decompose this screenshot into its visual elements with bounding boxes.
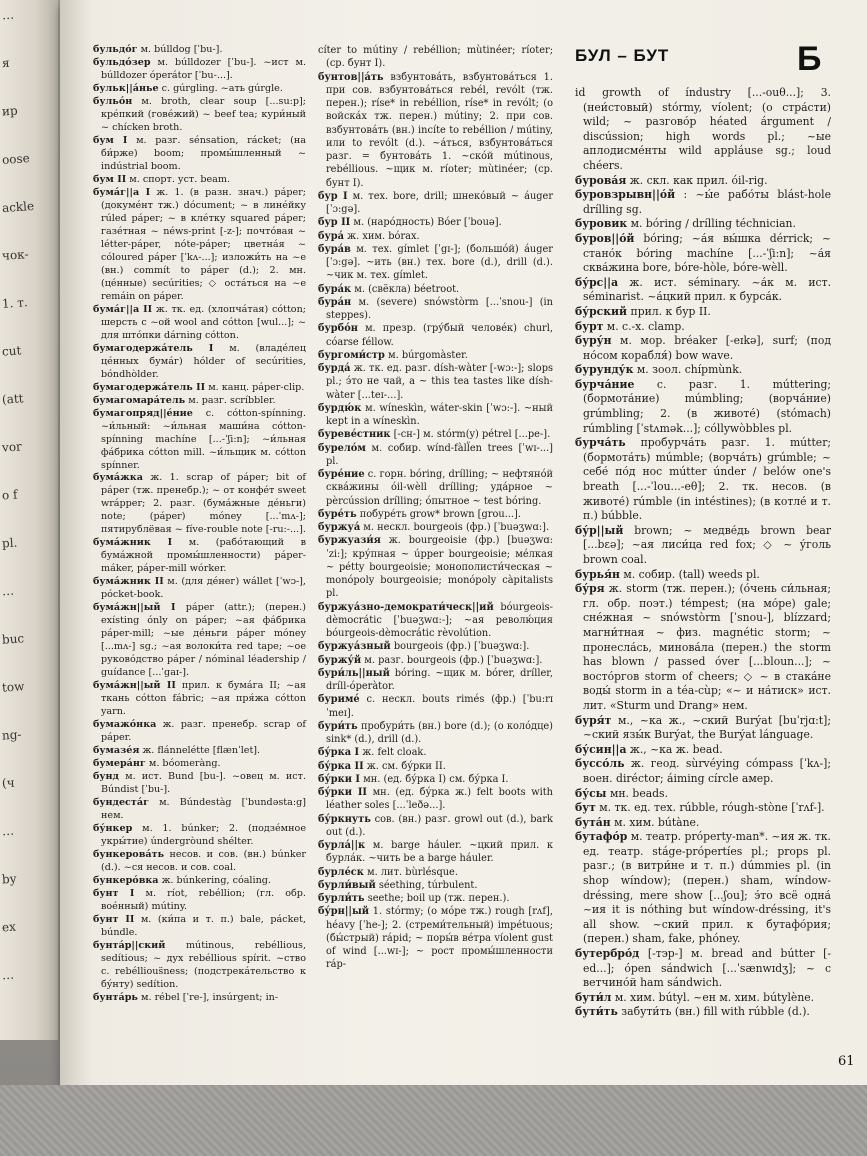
- entry-headword: бункерова́ть: [93, 849, 165, 861]
- entry-headword: бути́л: [575, 990, 612, 1004]
- dictionary-entry: [318, 190, 553, 217]
- dictionary-entry: [93, 888, 306, 914]
- entry-headword: бумера́нг: [93, 758, 146, 770]
- dictionary-entry: [93, 680, 306, 719]
- entry-definition: м. тк. ед. тех. rúbble, róugh-stòne [ˈrʌf-].: [599, 801, 825, 815]
- dictionary-entry: [93, 602, 306, 680]
- entry-headword: бу́рка I: [318, 747, 360, 759]
- entry-headword: буря́т: [575, 713, 612, 727]
- dictionary-entry: [318, 640, 553, 653]
- left-page-fragment: o f: [1, 487, 18, 503]
- left-page-fragment: 1. т.: [1, 295, 29, 311]
- entry-headword: бут: [575, 801, 596, 815]
- entry-definition: м. собир. (tall) weeds pl.: [623, 567, 760, 581]
- entry-definition: bourgeois (фр.) [ˈbuəʒwɑ:].: [393, 641, 530, 653]
- dictionary-entry: [318, 521, 553, 534]
- entry-definition: м. búlldozer [ˈbu-]. ~ист м. búlldozer óperátor [ˈbu-...].: [101, 56, 306, 81]
- dictionary-entry: [318, 667, 553, 694]
- left-page-fragment: ex: [1, 919, 17, 935]
- entry-definition: м. хим. bútàne.: [614, 815, 700, 829]
- dictionary-entry: [318, 601, 553, 641]
- entry-definition: м. ríot, rebéllion; (гл. обр. вое́нный) mútiny.: [101, 887, 306, 912]
- entry-headword: бульо́н: [93, 95, 133, 107]
- dictionary-entry: [93, 408, 306, 473]
- entry-headword: бу́рки I: [318, 773, 360, 785]
- entry-headword: бути́ть: [575, 1005, 618, 1019]
- entry-definition: ж. 1. scrap of páper; bit of páper (тж. пренебр.); ~ от конфе́т sweet wrápper; 2. разг. (бума́жные де́ньги) note; (páper) móney [...ˈmʌ-]; пятирублёвая ~ fíve-rouble note [-ru:-...].: [101, 472, 306, 536]
- entry-headword: бума́г||а I: [93, 186, 151, 198]
- running-header: БУЛ – БУТ: [575, 46, 670, 65]
- entry-definition: seethe; boil up (тж. перен.).: [367, 893, 510, 904]
- dictionary-entry: [93, 940, 306, 992]
- entry-definition: ж. тк. ед. (хлопча́тая) cótton; шерсть с ~ой wool and cótton [wul...]; ~ для што́пки dárning cótton.: [101, 303, 306, 341]
- entry-definition: ж. геод. sùrvéying cómpass [ˈkʌ-]; воен. diréctor; áiming círcle амер.: [583, 757, 831, 785]
- entry-headword: бу́ркнуть: [318, 813, 371, 825]
- left-page-fragment: tow: [1, 679, 25, 695]
- dictionary-entry: [318, 283, 553, 296]
- entry-definition: м. (severe) snówstòrm [...ˈsnou-] (in steppes).: [326, 296, 553, 321]
- entry-headword: бурча́ть: [575, 436, 626, 450]
- left-page-fragment: …: [1, 7, 15, 23]
- column-2: [318, 44, 553, 972]
- tablecloth-background: [0, 1085, 867, 1156]
- dictionary-entry: [575, 816, 831, 831]
- entry-definition: м. мор. bréaker [-eɪkə], surf; (под но́сом корабля́) bow wave.: [583, 334, 831, 362]
- entry-headword: бурла́||к: [318, 840, 366, 851]
- entry-definition: ж. тк. ед. разг. dísh-wàter [-wɔ:-]; slops pl.; э́то не чай, а ~ this tea tastes like dísh-wàter [...teɪ-...].: [326, 363, 553, 401]
- entry-headword: бурт: [575, 319, 604, 333]
- dictionary-entry: [575, 830, 831, 947]
- entry-definition: м. с.-х. clamp.: [606, 319, 685, 333]
- entry-headword: буре́ть: [318, 508, 357, 520]
- dictionary-entry: [575, 524, 831, 568]
- entry-definition: м. bóomeràng.: [148, 758, 221, 770]
- entry-definition: сов. (вн.) разг. growl out (d.), bark out (d.).: [326, 813, 553, 838]
- entry-headword: бурбо́н: [318, 323, 358, 335]
- dictionary-entry: [93, 758, 306, 771]
- dictionary-entry: [318, 905, 553, 971]
- entry-headword: буржуа́зный: [318, 641, 391, 653]
- entry-headword: бура́н: [318, 296, 352, 308]
- left-page-fragment: …: [1, 823, 15, 839]
- entry-definition: [-сн-] м. stórm(y) pétrel [...pe-].: [393, 429, 551, 441]
- dictionary-entry: [318, 786, 553, 813]
- entry-definition: м. театр. próperty-man*. ~ия ж. тк. ед. театр. stáge-própertíes pl.; props pl. разг.; (в витри́не и т. п.) dúmmies pl. (in shop wíndow); (перен.) sham, wíndow-dréssing, mere show [...ʃou]; э́то всё одна́ ~ия it is nóthing but wíndow-dréssing, it's all show. ~ский прил. к бутафо́рия; (перен.) sham, fake, phóney.: [583, 830, 831, 946]
- entry-headword: бурли́вый: [318, 879, 376, 891]
- dictionary-entry: [93, 797, 306, 823]
- entry-definition: мн. (ед. бу́рка I) см. бу́рка I.: [363, 773, 509, 785]
- dictionary-entry: [575, 991, 831, 1006]
- dictionary-entry: [318, 216, 553, 229]
- left-page-fragment: pl.: [1, 535, 18, 551]
- entry-definition: brown; ~ медве́дь brown bear [...bɛə]; ~ая лиси́ца red fox; ◇ ~ у́голь brown coal.: [583, 523, 832, 566]
- dictionary-entry: [318, 693, 553, 720]
- entry-definition: м., ~ка ж., ~ский Burýat [buˈrjɑ:t]; ~ский язы́к Burýat, the Burýat lánguage.: [583, 713, 831, 742]
- dictionary-entry: [575, 305, 831, 320]
- entry-headword: буржуа́: [318, 522, 361, 533]
- entry-definition: м. búlldog [ˈbu-].: [140, 44, 223, 55]
- entry-definition: с. горн. bóring, drílling; ~ нефтяно́й сква́жины óil-wèll drílling; уда́рное ~ pèrcússion drílling; о́пытное ~ test bóring.: [326, 469, 553, 507]
- dictionary-entry: [575, 787, 831, 802]
- entry-definition: ж. felt cloak.: [362, 747, 427, 759]
- dictionary-entry: [93, 875, 306, 888]
- entry-definition: м. rébel [ˈre-], insúrgent; in-: [141, 991, 279, 1003]
- entry-definition: ж. разг. пренебр. scrap of páper.: [101, 719, 306, 744]
- entry-headword: буровзрывн||о́й: [575, 188, 676, 202]
- entry-headword: бульк||а́нье: [93, 82, 159, 94]
- entry-definition: ж. bourgeoisie (фр.) [buəʒwɑ:ˈzi:]; кру́пная ~ úpper bourgeoisie; ме́лкая ~ pétty bourgeoisie; монополисти́ческая ~ monópoly bourgeoisie; monópoly càpitalists pl.: [326, 535, 554, 600]
- dictionary-entry: [575, 363, 831, 378]
- entry-headword: бутербро́д: [575, 947, 640, 961]
- entry-headword: бундеста́г: [93, 797, 149, 809]
- entry-definition: прил. к бур II.: [630, 304, 711, 318]
- left-page-fragment: ир: [1, 103, 19, 119]
- entry-headword: бурело́м: [318, 442, 366, 454]
- entry-headword: буржуа́зно-демократи́ческ||ий: [318, 601, 494, 613]
- dictionary-entry: [93, 395, 306, 408]
- dictionary-entry: [575, 232, 831, 276]
- dictionary-entry: [575, 714, 831, 743]
- entry-headword: бумагодержа́тель II: [93, 381, 206, 393]
- entry-headword: бур II: [318, 217, 351, 229]
- entry-headword: буриме́: [318, 694, 360, 706]
- entry-definition: м. Búndestàg [ˈbundəsta:g] нем.: [101, 797, 306, 822]
- entry-definition: bóring. ~щик м. bórer, dríller, dríll-óperàtor.: [326, 667, 553, 692]
- entry-definition: м. wíneskìn, wáter-skin [ˈwɔ:-]. ~ный kept in a wíneskìn.: [326, 402, 553, 427]
- entry-definition: с. нескл. bouts rimés (фр.) [ˈbu:rɪˈmeɪ].: [326, 694, 553, 719]
- entry-definition: м. нескл. bourgeois (фр.) [ˈbuəʒwɑ:].: [363, 522, 550, 533]
- entry-headword: бутафо́р: [575, 830, 628, 844]
- dictionary-entry: [575, 86, 831, 174]
- entry-definition: м. разг. sénsation, rácket; (на би́рже) boom; промы́шленный ~ indústrial boom.: [101, 134, 306, 172]
- dictionary-entry: [318, 839, 553, 866]
- dictionary-entry: [318, 442, 553, 469]
- entry-definition: м. barge háuler. ~цкий прил. к бурла́к. ~чить be a barge háuler.: [326, 840, 554, 865]
- dictionary-entry: [93, 44, 306, 57]
- section-letter: Б: [797, 40, 822, 78]
- dictionary-entry: [575, 757, 831, 786]
- entry-definition: м. (владе́лец це́нных бума́г) hólder of secúrities, bóndhòlder.: [101, 342, 306, 380]
- left-page-fragment: buс: [1, 631, 25, 647]
- dictionary-entry: [93, 849, 306, 875]
- dictionary-entry: [318, 654, 553, 667]
- entry-headword: буржу́й: [318, 654, 362, 666]
- entry-definition: [-тэр-] м. bread and bútter [-ed...]; ópen sándwich [...ˈsænwɪdʒ]; ~ с ветчино́й ham sándwich.: [583, 947, 831, 990]
- entry-headword: бунт II: [93, 913, 135, 925]
- entry-definition: м. тех. gímlet [ˈgɪ-]; (большо́й) áuger [ˈɔ:gə]. ~ить (вн.) тех. bore (d.), drill (d.). ~чик м. тех. gímlet.: [326, 243, 553, 282]
- entry-definition: : ~ы́е рабо́ты blást-hole drílling sg.: [583, 188, 831, 216]
- entry-headword: бурья́н: [575, 567, 620, 581]
- entry-headword: бурова́я: [575, 173, 627, 187]
- entry-definition: páper (attr.); (перен.) exísting ónly on páper; ~ая фа́брика páper-mill; ~ые де́ньги páper móney [...mʌ-] sg.; ~ая волоки́та red tape; ~ое руково́дство páper / nóminal léadership / guídance [...ˈgaɪ-].: [101, 602, 306, 679]
- entry-headword: бу́рский: [575, 304, 628, 318]
- dictionary-entry: [575, 174, 831, 189]
- left-page-fragment: ng-: [1, 727, 22, 743]
- dictionary-entry: [318, 322, 553, 349]
- dictionary-entry: [93, 576, 306, 602]
- entry-headword: бу́рн||ый: [318, 906, 370, 918]
- dictionary-entry: [318, 362, 553, 402]
- entry-headword: бури́ть: [318, 720, 358, 732]
- dictionary-entry: [575, 1005, 831, 1020]
- entry-headword: буру́н: [575, 334, 612, 348]
- entry-headword: бумажо́нка: [93, 719, 157, 731]
- dictionary-entry: [318, 428, 553, 441]
- left-page-fragment: (ч: [1, 775, 16, 791]
- entry-definition: м. (для де́нег) wállet [ˈwɔ-], pócket-book.: [101, 576, 306, 601]
- entry-definition: ж. хим. bórax.: [347, 230, 420, 242]
- entry-headword: бумагомара́тель: [93, 394, 186, 406]
- dictionary-entry: [93, 83, 306, 96]
- entry-definition: несов. и сов. (вн.) búnker (d.). ~ся несов. и сов. coal.: [101, 849, 306, 874]
- entry-definition: м. хим. bútyl. ~ен м. хим. bútylène.: [614, 990, 815, 1004]
- dictionary-entry: [318, 773, 553, 786]
- dictionary-entry: [575, 276, 831, 305]
- entry-headword: бура́в: [318, 243, 351, 255]
- entry-definition: с. разг. 1. múttering; (бормота́ние) múmbling; (ворча́ние) grúmbling; 2. (в животе́) (stómach) rúmbling [ˈstʌmək...]; cóllywòbbles pl.: [583, 377, 831, 435]
- left-page-fragment: by: [1, 871, 17, 887]
- entry-headword: бульдо́г: [93, 44, 138, 55]
- entry-headword: бунта́рь: [93, 991, 138, 1003]
- dictionary-entry: [318, 813, 553, 840]
- column-1: [93, 44, 306, 1005]
- dictionary-entry: [93, 304, 306, 343]
- dictionary-entry: [93, 745, 306, 758]
- dictionary-entry: [93, 719, 306, 745]
- left-page-fragment: ооsе: [1, 151, 31, 167]
- entry-definition: м. (наро́дность) Bóer [ˈbouə].: [353, 217, 502, 229]
- entry-headword: бу́рс||а: [575, 275, 619, 289]
- dictionary-entry: [575, 378, 831, 436]
- dictionary-entry: [318, 892, 553, 905]
- column-3: [575, 86, 831, 1020]
- entry-headword: бурда́: [318, 363, 351, 374]
- dictionary-entry: [318, 468, 553, 508]
- entry-definition: м. разг. bourgeois (фр.) [ˈbuəʒwɑ:].: [364, 654, 543, 666]
- entry-headword: бу́син||а: [575, 742, 627, 756]
- entry-definition: ж. storm (тж. перен.); (о́чень си́льная; гл. обр. поэт.) témpest; (на мо́ре) gale; сне́жная ~ snówstòrm [ˈsnou-], blízzard; магни́тная ~ физ. magnétic storm; ~ пронесла́сь, минова́ла (перен.) the storm has blown / passed óver [...bloun...]; ~ восто́ргов storm of cheers; ◇ ~ в стака́не воды́ storm in a téa-cùp; «~ и на́тиск» ист. лит. «Sturm und Drang» нем.: [583, 582, 831, 712]
- entry-headword: бунтов||а́ть: [318, 71, 384, 83]
- entry-headword: буржуази́я: [318, 535, 381, 547]
- entry-headword: бурча́ние: [575, 377, 635, 391]
- dictionary-entry: [93, 57, 306, 83]
- entry-definition: ж. flánnelétte [flænˈlet].: [142, 745, 261, 757]
- entry-definition: м. (свёкла) béetroot.: [354, 283, 460, 295]
- entry-definition: séething, túrbulent.: [378, 879, 478, 891]
- dictionary-entry: [93, 174, 306, 187]
- dictionary-entry: [575, 217, 831, 232]
- entry-headword: бункеро́вка: [93, 875, 159, 886]
- entry-definition: 1. stórmy; (о мо́ре тж.) rough [rʌf], héavy [ˈhe-]; 2. (стреми́тельный) impétuous; (бы́стрый) rápid; ~ поры́в ве́тра víolent gust of wind [...wɪ-]; ~ рост промы́шленности ráp-: [326, 906, 553, 971]
- entry-headword: бумагопряд||е́ние: [93, 407, 193, 419]
- dictionary-entry: [93, 96, 306, 135]
- entry-headword: бу́рка II: [318, 760, 364, 772]
- entry-definition: взбунтова́ть, взбунтова́ться 1. при сов. взбунтова́ться rebél, revólt (тж. перен.); ríse* in rebéllion, ríse* in revólt; (о войска́х тж. перен.) mútiny; 2. при сов. взбунтова́ть (вн.) incíte to rebéllion / mútiny, или to revólt (d.). ~а́ться, взбунтова́ться разг. = бунтова́ть 1. ~ско́й mútinous, rebéllious. ~щик м. ríoter; mùtinéer; (ср. бунт I).: [326, 71, 553, 189]
- entry-definition: ж. búnkering, cóaling.: [161, 875, 271, 886]
- entry-headword: бургоми́стр: [318, 349, 385, 361]
- dictionary-entry: [93, 537, 306, 576]
- entry-headword: бу́р||ый: [575, 523, 624, 537]
- dictionary-entry: [93, 382, 306, 395]
- dictionary-entry: [575, 436, 831, 524]
- entry-definition: ж. скл. как прил. óil-rig.: [629, 173, 768, 187]
- entry-headword: буров||о́й: [575, 231, 635, 245]
- entry-definition: м. собир. wínd-fàll̈en trees [ˈwɪ-...] pl.: [326, 442, 553, 467]
- entry-headword: бу́ря: [575, 582, 605, 596]
- entry-headword: бульдо́зер: [93, 56, 151, 68]
- entry-definition: м. búrgomàster.: [387, 349, 468, 361]
- entry-definition: м. (рабо́тающий в бума́жной промы́шленности) páper-máker, páper-mill wórker.: [101, 537, 306, 575]
- entry-definition: м. 1. búnker; 2. (подзе́мное укры́тие) úndergròund shélter.: [101, 823, 306, 848]
- page-number: 61: [838, 1054, 855, 1069]
- entry-definition: м. (ки́па и т. п.) bale, pácket, búndle.: [101, 913, 306, 938]
- entry-definition: м. лит. bùrlésque.: [366, 866, 458, 878]
- entry-headword: буссо́ль: [575, 757, 625, 771]
- dictionary-entry: [575, 568, 831, 583]
- entry-headword: бума́жник I: [93, 537, 173, 549]
- entry-headword: буровик: [575, 217, 628, 231]
- left-page-fragment: чок-: [1, 247, 30, 263]
- dictionary-entry: [318, 349, 553, 362]
- dictionary-entry: [318, 879, 553, 892]
- entry-definition: cíter to mútiny / rebéllion; mùtinéer; ríoter; (ср. бунт I).: [318, 45, 553, 70]
- entry-definition: м. разг. scríbbler.: [188, 394, 276, 406]
- left-page-fragment: vor: [1, 439, 23, 455]
- entry-headword: бу́рки II: [318, 787, 368, 798]
- entry-headword: бурдю́к: [318, 402, 362, 414]
- dictionary-entry: [93, 992, 306, 1005]
- entry-headword: бута́н: [575, 815, 611, 829]
- entry-definition: м. broth, clear soup [...su:p]; кре́пкий (гове́жий) ~ beef tea; кури́ный ~ chícken broth.: [101, 95, 306, 133]
- dictionary-entry: [575, 582, 831, 713]
- entry-definition: м. канц. páper-clip.: [208, 381, 305, 393]
- entry-headword: бура́: [318, 230, 345, 242]
- dictionary-entry: [93, 343, 306, 382]
- dictionary-entry: [318, 720, 553, 747]
- entry-headword: буреве́стник: [318, 429, 391, 441]
- entry-definition: м. ист. Bund [bu-]. ~овец м. ист. Búndist [ˈbu-].: [101, 771, 306, 796]
- entry-headword: бури́ль||ный: [318, 667, 390, 679]
- dictionary-entry: [575, 188, 831, 217]
- entry-definition: пробури́ть (вн.) bore (d.); (о коло́дце) sink* (d.), drill (d.).: [326, 720, 553, 745]
- entry-definition: с. gúrgling. ~ать gúrgle.: [161, 82, 283, 94]
- left-page-fragment: (att: [1, 391, 24, 407]
- entry-definition: bóurgeois-dèmocrátic [ˈbuəʒwɑ:-]; ~ая револю́ция bóurgeois-dèmocrátic rèvolútion.: [326, 601, 553, 639]
- entry-headword: бу́нкер: [93, 823, 133, 835]
- entry-definition: м. зоол. chípmùnk.: [636, 363, 743, 377]
- dictionary-entry: [318, 534, 553, 600]
- dictionary-entry: [575, 947, 831, 991]
- left-page-fragment: …: [1, 967, 15, 983]
- entry-headword: бума́жник II: [93, 576, 164, 588]
- dictionary-entry: [318, 296, 553, 323]
- dictionary-entry: [318, 243, 553, 283]
- entry-headword: бума́жка: [93, 472, 143, 484]
- entry-headword: бурле́ск: [318, 866, 364, 878]
- dictionary-entry: [318, 71, 553, 190]
- dictionary-entry: [318, 760, 553, 773]
- entry-definition: мн. beads.: [609, 786, 669, 800]
- left-page-fragment: я: [1, 55, 11, 71]
- entry-headword: бурунду́к: [575, 363, 634, 377]
- left-page-fragment: …: [1, 583, 15, 599]
- dictionary-entry: [93, 187, 306, 304]
- entry-definition: mútinous, rebéllious, sedítious; ~ дух rebéllious spírit. ~ство с. rebéllious̈ness; (подстрека́тельство к бу́нту) sedítion.: [101, 939, 306, 990]
- entry-definition: ж. см. бу́рки II.: [366, 760, 446, 772]
- dictionary-entry: [318, 746, 553, 759]
- entry-definition: м. презр. (гру́бый челове́к) churl, cóarse féllow.: [326, 323, 553, 348]
- entry-headword: бу́сы: [575, 786, 607, 800]
- left-page-fragment: cut: [1, 343, 22, 359]
- entry-definition: м. спорт. уст. beam.: [129, 173, 231, 185]
- entry-headword: бума́жн||ый II: [93, 680, 176, 692]
- entry-headword: бума́г||а II: [93, 303, 153, 315]
- entry-definition: id growth of índustry [...-ouθ...]; 3. (неи́стовый) stórmy, víolent; (о стра́сти) wild; ~ разгово́р héated árgument / discússion; high words pl.; ~ые аплодисме́нты wild appláuse sg.; loud chéers.: [575, 86, 831, 172]
- dictionary-entry: [575, 334, 831, 363]
- entry-definition: прил. к бума́га II; ~ая ткань cótton fábric; ~ая пря́жа cótton yarn.: [101, 680, 306, 718]
- entry-definition: ж. 1. (в разн. знач.) páper; (докуме́нт тж.) dócument; ~ в лине́йку rúled páper; ~ в кле́тку squared páper; газе́тная ~ néws-print [-z-]; почто́вая ~ létter-páper, nóte-páper; цветна́я ~ cóloured páper [ˈkʌ-...]; изложи́ть на ~е (вн.) commít to páper (d.); 2. мн. (це́нные) secúrities; ◇ оста́ться на ~е remáin on páper.: [101, 186, 306, 302]
- dictionary-entry: [318, 402, 553, 429]
- entry-definition: пробурча́ть разг. 1. mútter; (бормота́ть) múmble; (ворча́ть) grúmble; ~ себе́ по́д нос mútter únder / belów one's breath [...-ˈlou...-eθ]; 2. тк. несов. (в животе́) rúmble (in intéstines); (в котле́ и т. п.) búbble.: [583, 436, 831, 523]
- dictionary-entry: [93, 914, 306, 940]
- entry-definition: ж. ист. séminary. ~а́к м. ист. séminarist. ~а́цкий прил. к бурса́к.: [583, 275, 832, 304]
- entry-headword: бур I: [318, 190, 348, 202]
- dictionary-entry: [93, 472, 306, 537]
- dictionary-entry: [575, 801, 831, 816]
- entry-headword: бура́к: [318, 283, 352, 295]
- left-page-fragment: ackle: [1, 198, 35, 216]
- dictionary-entry: [318, 230, 553, 243]
- entry-definition: мн. (ед. бу́рка ж.) felt boots with léather soles [...ˈleðə...].: [326, 787, 553, 812]
- dictionary-entry: [93, 771, 306, 797]
- entry-definition: м. bóring / drílling téchnician.: [630, 217, 796, 231]
- dictionary-entry: [575, 320, 831, 335]
- dictionary-entry: [575, 743, 831, 758]
- entry-definition: побуре́ть grow* brown [grou...].: [359, 508, 521, 520]
- dictionary-entry: [93, 135, 306, 174]
- entry-headword: бума́жн||ый I: [93, 602, 176, 614]
- dictionary-entry: [318, 44, 553, 71]
- entry-headword: бунт I: [93, 887, 135, 899]
- left-page-edge: [0, 0, 58, 1040]
- entry-headword: бум II: [93, 173, 127, 185]
- entry-definition: с. cótton-spínning. ~и́льный: ~и́льная маши́на cótton-spínning machíne [...-ˈʃi:n]; ~и́льная фа́брика cótton mill. ~и́льщик м. cótton spínner.: [101, 407, 306, 471]
- dictionary-entry: [318, 508, 553, 521]
- entry-headword: бунта́р||ский: [93, 939, 166, 951]
- entry-definition: забути́ть (вн.) fill with rúbble (d.).: [621, 1005, 810, 1019]
- entry-definition: bóring; ~а́я вы́шка dérrick; ~ стано́к bóring machíne [...-ˈʃi:n]; ~а́я сква́жина bore, bóre-hòle, bóre-wèll.: [583, 231, 832, 275]
- entry-headword: бунд: [93, 771, 119, 783]
- dictionary-entry: [318, 866, 553, 879]
- entry-definition: м. тех. bore, drill; шнеко́вый ~ áuger [ˈɔ:gə].: [326, 190, 554, 215]
- entry-headword: буре́ние: [318, 469, 365, 480]
- entry-headword: бум I: [93, 134, 128, 146]
- entry-headword: бумазе́я: [93, 745, 140, 757]
- dictionary-entry: [93, 823, 306, 849]
- entry-definition: ж., ~ка ж. bead.: [629, 742, 723, 756]
- entry-headword: бумагодержа́тель I: [93, 342, 214, 354]
- entry-headword: бурли́ть: [318, 893, 365, 904]
